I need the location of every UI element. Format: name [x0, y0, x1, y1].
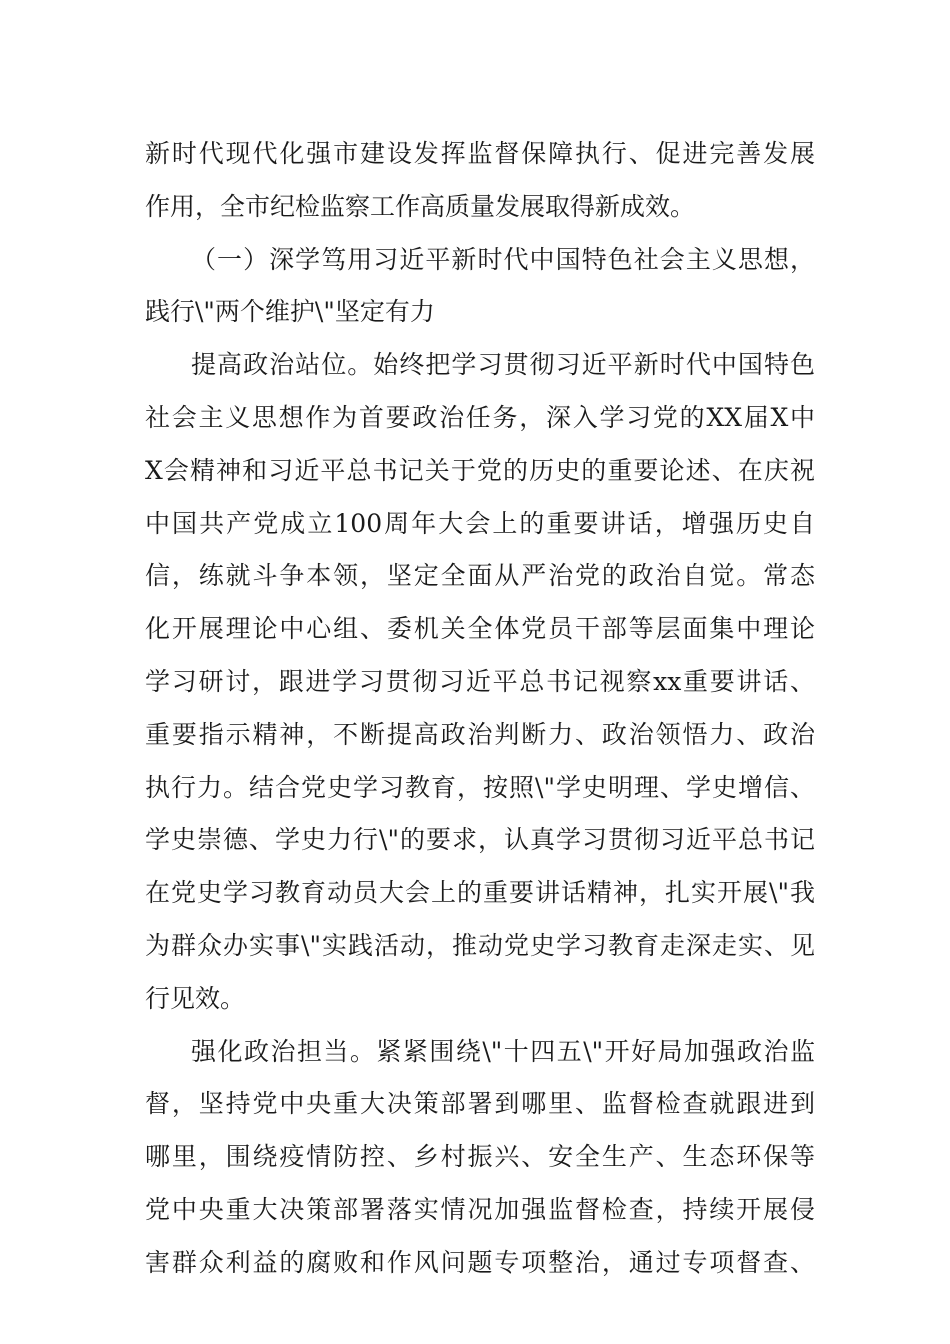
text-line: 学习研讨，跟进学习贯彻习近平总书记视察xx重要讲话、	[145, 666, 815, 696]
text-line: 重要指示精神，不断提高政治判断力、政治领悟力、政治	[145, 719, 815, 749]
text-line: 在党史学习教育动员大会上的重要讲话精神，扎实开展\"我	[145, 878, 815, 908]
text-line: 哪里，围绕疫情防控、乡村振兴、安全生产、生态环保等	[145, 1142, 815, 1172]
text-line: 中国共产党成立100周年大会上的重要讲话，增强历史自	[145, 508, 815, 538]
text-line: 行见效。	[145, 983, 246, 1013]
text-line: 提高政治站位。始终把学习贯彻习近平新时代中国特色	[191, 350, 815, 380]
text-line: 执行力。结合党史学习教育，按照\"学史明理、学史增信、	[145, 772, 815, 802]
text-line: 党中央重大决策部署落实情况加强监督检查，持续开展侵	[145, 1194, 815, 1224]
text-line: （一）深学笃用习近平新时代中国特色社会主义思想，	[191, 244, 815, 274]
text-line: 害群众利益的腐败和作风问题专项整治，通过专项督查、	[145, 1247, 815, 1277]
text-line: 督，坚持党中央重大决策部署到哪里、监督检查就跟进到	[145, 1089, 815, 1119]
text-line: 为群众办实事\"实践活动，推动党史学习教育走深走实、见	[145, 930, 815, 960]
text-line: 强化政治担当。紧紧围绕\"十四五\"开好局加强政治监	[191, 1036, 815, 1066]
text-line: 新时代现代化强市建设发挥监督保障执行、促进完善发展	[145, 139, 815, 168]
text-line: 作用，全市纪检监察工作高质量发展取得新成效。	[145, 191, 696, 221]
text-line: 践行\"两个维护\"坚定有力	[145, 297, 435, 327]
text-line: 信，练就斗争本领，坚定全面从严治党的政治自觉。常态	[145, 561, 815, 591]
text-line: 学史崇德、学史力行\"的要求，认真学习贯彻习近平总书记	[145, 825, 815, 855]
text-line: 化开展理论中心组、委机关全体党员干部等层面集中理论	[145, 614, 815, 644]
text-line: X会精神和习近平总书记关于党的历史的重要论述、在庆祝	[145, 455, 815, 485]
text-line: 社会主义思想作为首要政治任务，深入学习党的XX届X中	[145, 402, 815, 432]
body-text	[145, 128, 815, 1290]
